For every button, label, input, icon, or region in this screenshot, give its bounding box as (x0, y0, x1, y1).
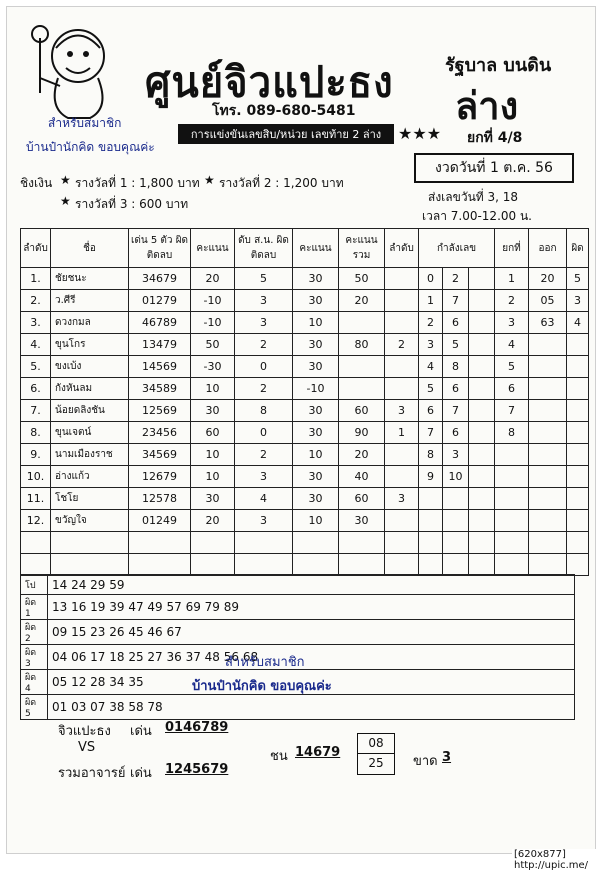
table-cell: 10 (293, 510, 339, 532)
table-cell (567, 422, 589, 444)
header-cell: ลำดับ (21, 229, 51, 268)
table-cell: 3 (235, 312, 293, 334)
table-cell (495, 466, 529, 488)
table-cell: 80 (339, 334, 385, 356)
table-cell: 8. (21, 422, 51, 444)
table-cell (339, 532, 385, 554)
table-cell: 34589 (129, 378, 191, 400)
page-title: ศูนย์จิวแปะธง (145, 58, 394, 108)
table-cell: 0 (235, 356, 293, 378)
star-icon: ★ (204, 173, 215, 187)
table-cell (385, 312, 419, 334)
table-cell: 2 (235, 378, 293, 400)
table-cell: 6. (21, 378, 51, 400)
star-icon: ★★★ (398, 124, 442, 143)
table-cell: 2. (21, 290, 51, 312)
table-cell: 3. (21, 312, 51, 334)
table-cell (567, 356, 589, 378)
table-cell (567, 334, 589, 356)
member-note-bottom: บ้านป๋านักคิด ขอบคุณค่ะ (26, 140, 155, 154)
table-row (21, 268, 589, 290)
fraction-top: 08 (358, 734, 394, 754)
table-cell (529, 466, 567, 488)
table-cell (469, 466, 495, 488)
header-cell: กำลังเลข (419, 229, 495, 268)
table-cell: 5 (443, 334, 469, 356)
table-cell: 6 (443, 378, 469, 400)
table-cell: 8 (443, 356, 469, 378)
table-cell (191, 532, 235, 554)
table-cell: 1 (385, 422, 419, 444)
table-cell: -30 (191, 356, 235, 378)
tips-body (21, 575, 575, 720)
table-cell (529, 532, 567, 554)
tip-row (21, 575, 575, 595)
fraction-bottom: 25 (368, 756, 384, 770)
gov-label: รัฐบาล บนดิน (445, 55, 552, 76)
table-cell: 5 (495, 356, 529, 378)
table-cell: -10 (191, 312, 235, 334)
table-cell: 30 (293, 290, 339, 312)
table-cell (567, 466, 589, 488)
player1-name: จิวแปะธง (58, 724, 111, 739)
tip-label: ผิด 1 (21, 595, 48, 620)
table-cell: 1 (495, 268, 529, 290)
table-cell (21, 532, 51, 554)
table-cell (495, 554, 529, 576)
table-body (21, 268, 589, 576)
header-cell: คะแนน (191, 229, 235, 268)
table-cell (495, 488, 529, 510)
table-cell: 6 (443, 312, 469, 334)
table-cell (567, 510, 589, 532)
star-icon: ★ (60, 194, 71, 208)
tip-value: 09 15 23 26 45 46 67 (48, 620, 575, 645)
tip-value: 05 12 28 34 35 (48, 670, 575, 695)
table-cell: 30 (293, 356, 339, 378)
table-cell: 46789 (129, 312, 191, 334)
competition-banner: การแข่งขันเลขสิบ/หน่วย เลขท้าย 2 ล่าง (178, 124, 394, 144)
member-note-tips-2: บ้านป๋านักคิด ขอบคุณค่ะ (192, 679, 332, 694)
table-cell (419, 532, 443, 554)
tip-value: 04 06 17 18 25 27 36 37 48 56 68 (48, 645, 575, 670)
table-cell: 6 (495, 378, 529, 400)
member-note-top: สำหรับสมาชิก (48, 116, 122, 130)
table-cell (385, 466, 419, 488)
table-cell: 3 (385, 488, 419, 510)
table-cell: 5 (567, 268, 589, 290)
player2-number: 1245679 (165, 762, 229, 777)
table-cell: 20 (191, 268, 235, 290)
table-cell (567, 532, 589, 554)
table-row (21, 290, 589, 312)
table-cell: 5. (21, 356, 51, 378)
tip-row (21, 695, 575, 720)
table-row (21, 378, 589, 400)
table-cell (235, 532, 293, 554)
table-cell (469, 532, 495, 554)
table-cell (469, 290, 495, 312)
table-cell (495, 444, 529, 466)
header-cell: เด่น 5 ตัว ผิดติดลบ (129, 229, 191, 268)
table-cell: 2 (443, 268, 469, 290)
table-cell (443, 510, 469, 532)
table-cell (529, 334, 567, 356)
table-cell: 0 (235, 422, 293, 444)
table-cell (419, 554, 443, 576)
win-number: 14679 (295, 745, 341, 760)
table-cell: 6 (443, 422, 469, 444)
tip-label: ผิด 3 (21, 645, 48, 670)
table-cell (469, 554, 495, 576)
table-cell: 2 (235, 334, 293, 356)
table-cell: 7. (21, 400, 51, 422)
table-cell (469, 378, 495, 400)
table-cell: 50 (191, 334, 235, 356)
table-cell: 12569 (129, 400, 191, 422)
table-cell: 10 (443, 466, 469, 488)
table-cell: 4 (419, 356, 443, 378)
table-cell (567, 488, 589, 510)
table-cell (529, 554, 567, 576)
tip-value: 14 24 29 59 (48, 575, 575, 595)
table-cell: 23456 (129, 422, 191, 444)
table-cell (339, 378, 385, 400)
table-cell: 9. (21, 444, 51, 466)
table-cell (419, 510, 443, 532)
table-row (21, 312, 589, 334)
table-cell (293, 532, 339, 554)
table-cell: 30 (191, 400, 235, 422)
footer-watermark: [620x877] http://upic.me/ (512, 849, 600, 871)
tip-label: โป (21, 575, 48, 595)
table-cell: -10 (293, 378, 339, 400)
table-cell: 3 (385, 400, 419, 422)
star-icon: ★ (60, 173, 71, 187)
table-cell (293, 554, 339, 576)
send-time: เวลา 7.00-12.00 น. (422, 209, 532, 223)
tip-label: ผิด 2 (21, 620, 48, 645)
table-cell: นามเมืองราช (51, 444, 129, 466)
table-cell: 4 (495, 334, 529, 356)
table-cell: 1. (21, 268, 51, 290)
table-cell: 34569 (129, 444, 191, 466)
table-cell: 20 (529, 268, 567, 290)
table-cell: 10 (191, 444, 235, 466)
table-cell (385, 268, 419, 290)
tip-value: 13 16 19 39 47 49 57 69 79 89 (48, 595, 575, 620)
table-cell: อ่างแก้ว (51, 466, 129, 488)
table-cell (385, 290, 419, 312)
table-cell (339, 356, 385, 378)
table-cell (419, 488, 443, 510)
table-cell: 30 (339, 510, 385, 532)
table-cell: 34679 (129, 268, 191, 290)
table-cell: 4. (21, 334, 51, 356)
tip-row (21, 620, 575, 645)
table-cell: 3 (419, 334, 443, 356)
table-cell: 7 (495, 400, 529, 422)
fraction-box (357, 733, 395, 775)
table-row (21, 422, 589, 444)
header-cell: ผิด (567, 229, 589, 268)
table-cell: 20 (339, 290, 385, 312)
table-cell: 60 (339, 488, 385, 510)
table-row (21, 466, 589, 488)
table-cell (469, 334, 495, 356)
table-cell: 11. (21, 488, 51, 510)
table-cell (529, 444, 567, 466)
table-cell: 30 (293, 268, 339, 290)
table-cell: 30 (293, 466, 339, 488)
table-cell: 9 (419, 466, 443, 488)
table-cell: กังหันลม (51, 378, 129, 400)
table-cell: ว.ศีรี (51, 290, 129, 312)
draw-date-box: งวดวันที่ 1 ต.ค. 56 (414, 153, 574, 183)
table-cell (469, 268, 495, 290)
table-cell (385, 444, 419, 466)
table-cell (567, 400, 589, 422)
table-cell: ขวัญใจ (51, 510, 129, 532)
table-cell: 30 (293, 488, 339, 510)
header-cell: คะแนน (293, 229, 339, 268)
table-cell: 8 (419, 444, 443, 466)
table-cell (191, 554, 235, 576)
table-cell: 2 (419, 312, 443, 334)
table-cell: 20 (191, 510, 235, 532)
table-cell: 60 (339, 400, 385, 422)
table-cell: 5 (235, 268, 293, 290)
table-cell (529, 422, 567, 444)
table-cell (385, 532, 419, 554)
table-cell (567, 444, 589, 466)
table-cell (385, 554, 419, 576)
table-cell: 3 (567, 290, 589, 312)
player2-play: เด่น (130, 766, 152, 781)
table-cell (469, 510, 495, 532)
table-cell: 30 (293, 422, 339, 444)
table-cell (529, 378, 567, 400)
table-cell (495, 510, 529, 532)
table-cell: 10 (191, 378, 235, 400)
prize-1: รางวัลที่ 1 : 1,800 บาท (75, 176, 200, 190)
table-cell (469, 400, 495, 422)
header-cell: ดับ ส.น. ผิดติดลบ (235, 229, 293, 268)
table-cell (529, 356, 567, 378)
table-cell: โชโย (51, 488, 129, 510)
table-cell: 90 (339, 422, 385, 444)
table-cell (21, 554, 51, 576)
table-cell: ขุนโกร (51, 334, 129, 356)
table-row (21, 554, 589, 576)
table-cell: 4 (567, 312, 589, 334)
table-cell: 8 (235, 400, 293, 422)
player1-number: 0146789 (165, 720, 229, 735)
table-cell: 20 (339, 444, 385, 466)
table-cell: 5 (419, 378, 443, 400)
table-cell: 12679 (129, 466, 191, 488)
table-cell: 60 (191, 422, 235, 444)
prize-3: รางวัลที่ 3 : 600 บาท (75, 197, 189, 211)
table-cell: 3 (443, 444, 469, 466)
table-cell: ขงเบ้ง (51, 356, 129, 378)
table-cell: 13479 (129, 334, 191, 356)
table-cell (469, 422, 495, 444)
table-cell (385, 378, 419, 400)
table-cell: 0 (419, 268, 443, 290)
table-row (21, 400, 589, 422)
table-cell (339, 312, 385, 334)
table-cell: 10 (293, 312, 339, 334)
table-cell (385, 356, 419, 378)
tip-value: 01 03 07 38 58 78 (48, 695, 575, 720)
header-cell: ลำดับ (385, 229, 419, 268)
table-cell: 2 (495, 290, 529, 312)
table-cell: 1 (419, 290, 443, 312)
table-cell: ชัยชนะ (51, 268, 129, 290)
table-cell (339, 554, 385, 576)
table-cell: 10. (21, 466, 51, 488)
lower-label: ล่าง (455, 84, 519, 128)
table-cell (469, 488, 495, 510)
table-cell (567, 554, 589, 576)
table-cell: 01279 (129, 290, 191, 312)
table-cell: 50 (339, 268, 385, 290)
header-cell: ออก (529, 229, 567, 268)
table-cell: 7 (419, 422, 443, 444)
win-label: ชน (270, 749, 288, 764)
table-cell: 12578 (129, 488, 191, 510)
table-cell (469, 444, 495, 466)
table-cell: 3 (495, 312, 529, 334)
table-cell (129, 532, 191, 554)
table-cell (443, 554, 469, 576)
table-cell (567, 378, 589, 400)
table-cell: 3 (235, 290, 293, 312)
tip-label: ผิด 5 (21, 695, 48, 720)
table-cell: ดวงกมล (51, 312, 129, 334)
send-date: ส่งเลขวันที่ 3, 18 (428, 190, 519, 204)
table-cell: 05 (529, 290, 567, 312)
table-cell: 30 (293, 400, 339, 422)
table-cell: 4 (235, 488, 293, 510)
prize-label: ชิงเงิน (20, 176, 53, 190)
table-row (21, 510, 589, 532)
table-cell: 30 (293, 334, 339, 356)
table-cell: 12. (21, 510, 51, 532)
table-row (21, 334, 589, 356)
table-cell: 3 (235, 510, 293, 532)
table-cell: 7 (443, 400, 469, 422)
lack-number: 3 (442, 750, 452, 765)
table-cell (469, 312, 495, 334)
table-cell: 6 (419, 400, 443, 422)
header-cell: ยกที่ (495, 229, 529, 268)
table-cell (235, 554, 293, 576)
table-row (21, 444, 589, 466)
table-cell: 2 (235, 444, 293, 466)
table-cell (529, 488, 567, 510)
table-cell: น้อยดลิงชัน (51, 400, 129, 422)
table-cell (495, 532, 529, 554)
table-cell: 14569 (129, 356, 191, 378)
mascot-illustration (18, 18, 118, 128)
table-cell: ขุนเจตน์ (51, 422, 129, 444)
table-cell: 01249 (129, 510, 191, 532)
table-cell: 63 (529, 312, 567, 334)
header-cell: ชื่อ (51, 229, 129, 268)
table-cell: 2 (385, 334, 419, 356)
table-cell: 40 (339, 466, 385, 488)
header-cell: คะแนน รวม (339, 229, 385, 268)
prize-2: รางวัลที่ 2 : 1,200 บาท (219, 176, 344, 190)
table-cell (385, 510, 419, 532)
table-cell: -10 (191, 290, 235, 312)
member-note-tips-1: สำหรับสมาชิก (225, 655, 305, 670)
table-cell: 30 (191, 488, 235, 510)
table-header-row (21, 229, 589, 268)
table-cell (51, 532, 129, 554)
lack-label: ขาด (413, 754, 438, 769)
table-cell (529, 400, 567, 422)
tip-row (21, 595, 575, 620)
table-cell (469, 356, 495, 378)
table-cell: 7 (443, 290, 469, 312)
table-row (21, 532, 589, 554)
table-cell (529, 510, 567, 532)
table-cell: 8 (495, 422, 529, 444)
table-cell (51, 554, 129, 576)
table-cell (443, 532, 469, 554)
table-cell: 10 (191, 466, 235, 488)
round-label: ยกที่ 4/8 (467, 130, 523, 146)
player2-name: รวมอาจารย์ (58, 766, 126, 781)
table-cell: 3 (235, 466, 293, 488)
standings-table (20, 228, 589, 576)
table-cell (129, 554, 191, 576)
vs-label: VS (78, 740, 96, 755)
tip-label: ผิด 4 (21, 670, 48, 695)
tips-table (20, 574, 575, 720)
player1-play: เด่น (130, 724, 152, 739)
phone-number: โทร. 089-680-5481 (212, 103, 356, 119)
table-row (21, 488, 589, 510)
table-cell: 10 (293, 444, 339, 466)
table-row (21, 356, 589, 378)
table-cell (443, 488, 469, 510)
